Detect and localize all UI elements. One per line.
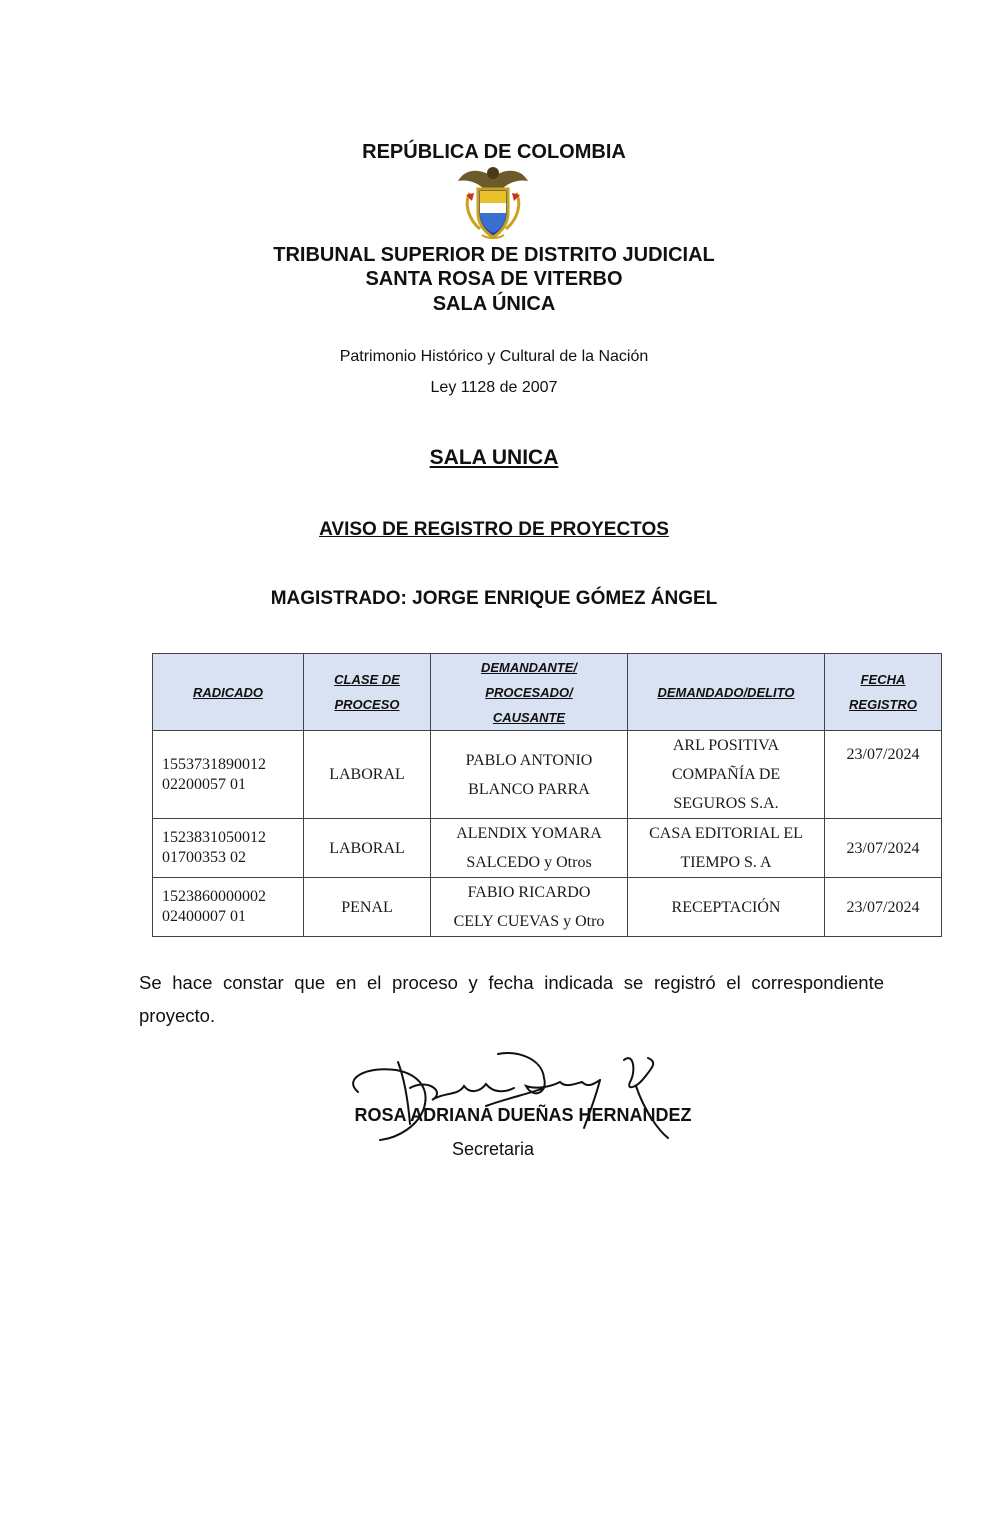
cell-clase: LABORAL: [304, 731, 431, 819]
cell-demandado: RECEPTACIÓN: [628, 878, 825, 937]
cell-demandado: ARL POSITIVA COMPAÑÍA DE SEGUROS S.A.: [628, 731, 825, 819]
cell-clase: LABORAL: [304, 819, 431, 878]
certification-statement: Se hace constar que en el proceso y fecha indicada se registró el correspondiente proyecto.: [139, 972, 884, 1026]
cell-demandante: ALENDIX YOMARA SALCEDO y Otros: [431, 819, 628, 878]
colombia-coat-of-arms-icon: [452, 163, 534, 240]
cell-radicado: 1523831050012 01700353 02: [153, 819, 304, 878]
cell-demandante: PABLO ANTONIO BLANCO PARRA: [431, 731, 628, 819]
cell-clase: PENAL: [304, 878, 431, 937]
city-title: SANTA ROSA DE VITERBO: [365, 268, 623, 290]
cell-radicado: 1553731890012 02200057 01: [153, 731, 304, 819]
cell-demandante: FABIO RICARDO CELY CUEVAS y Otro: [431, 878, 628, 937]
country-title: REPÚBLICA DE COLOMBIA: [362, 141, 626, 163]
cell-fecha: 23/07/2024: [825, 731, 942, 819]
cell-fecha: 23/07/2024: [825, 819, 942, 878]
handwritten-signature: [338, 1048, 670, 1148]
table-row: [153, 878, 942, 937]
header-demandante: DEMANDANTE/ PROCESADO/ CAUSANTE: [431, 654, 628, 731]
signatory-name: ROSA ADRIANA DUEÑAS HERNANDEZ: [354, 1105, 692, 1125]
table-header-row: [153, 654, 942, 731]
header-radicado: RADICADO: [153, 654, 304, 731]
header-fecha-registro: FECHA REGISTRO: [825, 654, 942, 731]
notice-title: AVISO DE REGISTRO DE PROYECTOS: [319, 519, 669, 540]
header-demandado: DEMANDADO/DELITO: [628, 654, 825, 731]
law-line: Ley 1128 de 2007: [430, 379, 558, 396]
table-row: [153, 731, 942, 819]
magistrate-line: MAGISTRADO: JORGE ENRIQUE GÓMEZ ÁNGEL: [270, 588, 718, 609]
cell-demandado: CASA EDITORIAL EL TIEMPO S. A: [628, 819, 825, 878]
signatory-role: Secretaria: [451, 1139, 535, 1159]
cell-radicado: 1523860000002 02400007 01: [153, 878, 304, 937]
table-row: [153, 819, 942, 878]
chamber-title: SALA ÚNICA: [432, 293, 556, 315]
projects-table: [152, 653, 942, 937]
heritage-line: Patrimonio Histórico y Cultural de la Nación: [339, 348, 649, 365]
tribunal-title: TRIBUNAL SUPERIOR DE DISTRITO JUDICIAL: [273, 244, 715, 266]
header-clase-proceso: CLASE DE PROCESO: [304, 654, 431, 731]
cell-fecha: 23/07/2024: [825, 878, 942, 937]
section-title: SALA UNICA: [429, 446, 559, 469]
